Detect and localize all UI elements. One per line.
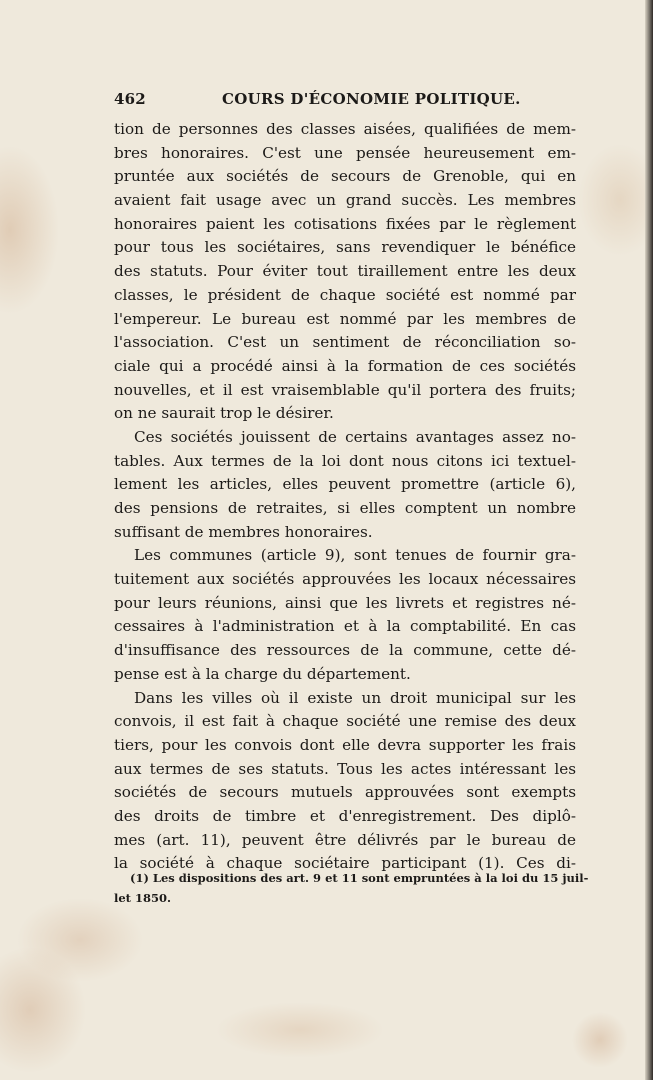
text-line: cessaires à l'administration et à la comptabilité. En cas xyxy=(114,617,576,636)
text-line: aux termes de ses statuts. Tous les actes intéressant les xyxy=(114,759,576,778)
text-line: pruntée aux sociétés de secours de Grenoble, qui en xyxy=(114,167,576,186)
body-text xyxy=(114,118,576,876)
text-line: Dans les villes où il existe un droit municipal sur les xyxy=(134,688,576,707)
page-number: 462 xyxy=(114,90,146,108)
text-line: lement les articles, elles peuvent promettre (article 6), xyxy=(114,475,576,494)
text-line: l'empereur. Le bureau est nommé par les membres de xyxy=(114,309,576,328)
footnote-line: let 1850. xyxy=(114,891,172,905)
text-line: bres honoraires. C'est une pensée heureusement em- xyxy=(114,143,576,162)
footnote xyxy=(114,868,589,908)
text-line: d'insuffisance des ressources de la commune, cette dé- xyxy=(114,641,576,660)
text-line: on ne saurait trop le désirer. xyxy=(114,404,334,423)
text-line: pense est à la charge du département. xyxy=(114,664,411,683)
text-line: des statuts. Pour éviter tout tiraillement entre les deux xyxy=(114,262,576,281)
text-line: des pensions de retraites, si elles comptent un nombre xyxy=(114,499,576,517)
page-header xyxy=(114,90,576,110)
text-line: honoraires paient les cotisations fixées par le règlement xyxy=(114,214,576,233)
text-line: tiers, pour les convois dont elle devra supporter les frais xyxy=(114,735,576,754)
footnote-line: (1) Les dispositions des art. 9 et 11 sont empruntées à la loi du 15 juil- xyxy=(130,871,589,885)
text-line: Les communes (article 9), sont tenues de fournir gra- xyxy=(134,546,576,565)
text-line: suffisant de membres honoraires. xyxy=(114,522,373,541)
text-line: pour leurs réunions, ainsi que les livrets et registres né- xyxy=(114,593,576,612)
text-line: nouvelles, et il est vraisemblable qu'il portera des fruits; xyxy=(114,380,576,399)
text-line: Ces sociétés jouissent de certains avantages assez no- xyxy=(134,427,576,446)
text-line: mes (art. 11), peuvent être délivrés par le bureau de xyxy=(114,830,576,849)
text-line: pour tous les sociétaires, sans revendiquer le bénéfice xyxy=(114,238,576,257)
text-line: classes, le président de chaque société est nommé par xyxy=(114,285,576,304)
text-line: ciale qui a procédé ainsi à la formation de ces sociétés xyxy=(114,356,576,375)
text-line: tuitement aux sociétés approuvées les locaux nécessaires xyxy=(114,570,576,589)
text-line: sociétés de secours mutuels approuvées sont exempts xyxy=(114,783,576,802)
page-edge xyxy=(645,0,653,1080)
text-line: des droits de timbre et d'enregistrement. Des diplô- xyxy=(114,806,576,825)
text-line: avaient fait usage avec un grand succès. Les membres xyxy=(114,191,576,210)
running-title: COURS D'ÉCONOMIE POLITIQUE. xyxy=(222,90,521,108)
text-line: convois, il est fait à chaque société une remise des deux xyxy=(114,712,576,731)
text-line: l'association. C'est un sentiment de réconciliation so- xyxy=(114,333,576,352)
text-line: tion de personnes des classes aisées, qualifiées de mem- xyxy=(114,120,576,138)
text-line: tables. Aux termes de la loi dont nous citons ici textuel- xyxy=(114,451,576,470)
text-line: la société à chaque sociétaire participant (1). Ces di- xyxy=(114,854,576,873)
